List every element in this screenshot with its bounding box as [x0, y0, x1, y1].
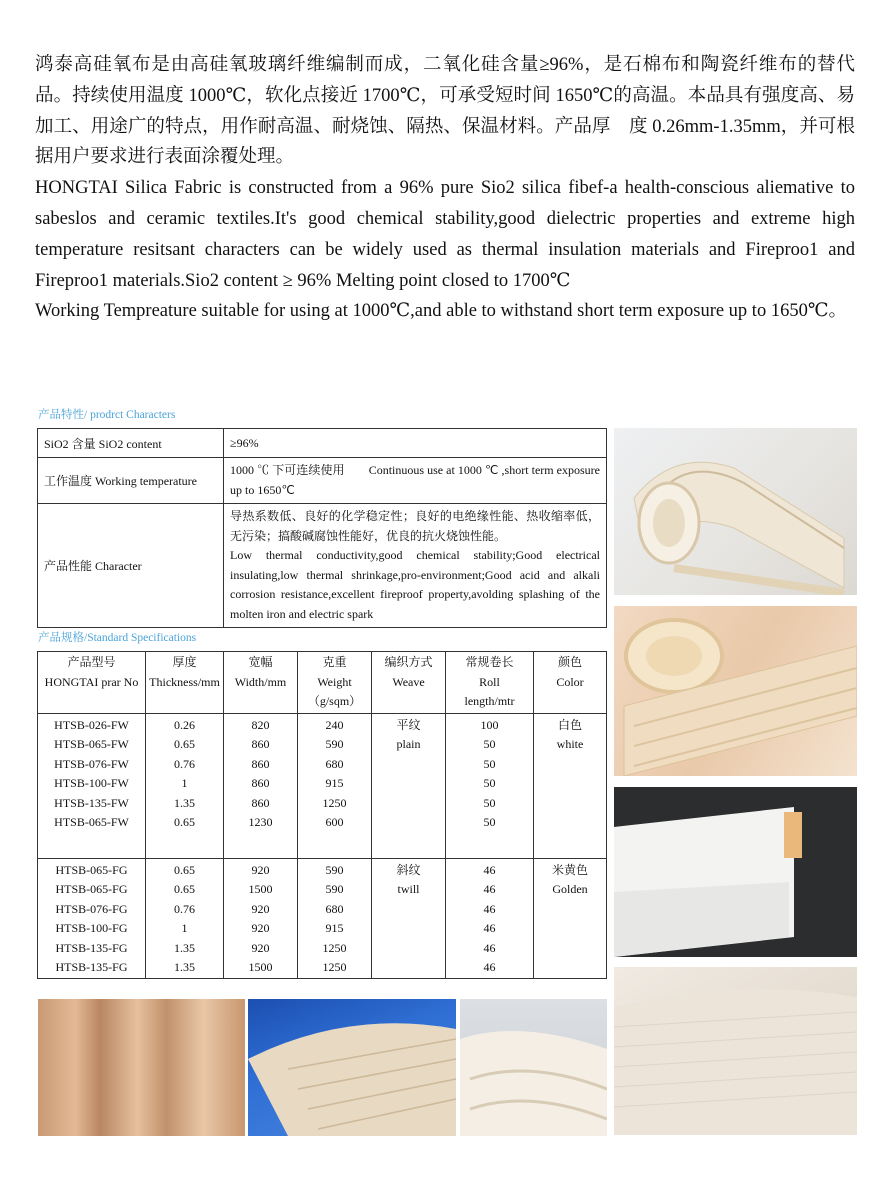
table-row	[38, 458, 607, 504]
photo-roll	[614, 787, 857, 957]
col-header: 常规卷长 Roll length/mtr	[446, 652, 534, 714]
characters-table	[37, 428, 607, 628]
col-header: 颜色 Color	[534, 652, 607, 714]
photo-golden-rolls	[38, 999, 245, 1136]
spec-group-fg	[38, 858, 607, 978]
char-value: ≥96%	[224, 429, 607, 458]
photo-tape	[614, 606, 857, 776]
col-weave: 斜纹 twill	[372, 858, 446, 978]
col-weight: 590 590 680 915 1250 1250	[298, 858, 372, 978]
col-color: 米黄色 Golden	[534, 858, 607, 978]
col-header: 编织方式 Weave	[372, 652, 446, 714]
char-key: SiO2 含量 SiO2 content	[38, 429, 224, 458]
col-weight: 240 590 680 915 1250 600	[298, 713, 372, 858]
char-key: 工作温度 Working temperature	[38, 458, 224, 504]
char-value: 1000 ℃ 下可连续使用 Continuous use at 1000 ℃ ,short term exposure up to 1650℃	[224, 458, 607, 504]
characters-title: 产品特性/ prodrct Characters	[38, 409, 176, 421]
intro-en-2: Working Tempreature suitable for using at 1000℃,and able to withstand short term exposure up to 1650℃。	[35, 301, 848, 322]
photo-sleeve	[614, 428, 857, 595]
char-value-en: Low thermal conductivity,good chemical stability;Good electrical insulating,low thermal shrinkage,pro-environment;Good acid and alkali corrosion resistance,excellent fireproof property,avolding splashing of the molten iron and electric spark	[230, 548, 600, 621]
col-thickness: 0.65 0.65 0.76 1 1.35 1.35	[146, 858, 224, 978]
col-thickness: 0.26 0.65 0.76 1 1.35 0.65	[146, 713, 224, 858]
spec-group-fw	[38, 713, 607, 858]
char-value-cn: 导热系数低、良好的化学稳定性；良好的电绝缘性能、热收缩率低，无污染；搞酸碱腐蚀性能好，优良的抗火烧蚀性能。	[230, 509, 600, 543]
col-weave: 平纹 plain	[372, 713, 446, 858]
col-header: 宽幅 Width/mm	[224, 652, 298, 714]
col-width: 920 1500 920 920 920 1500	[224, 858, 298, 978]
col-roll: 46 46 46 46 46 46	[446, 858, 534, 978]
char-value	[224, 504, 607, 628]
intro-text	[35, 50, 855, 327]
specs-table	[37, 651, 607, 979]
col-roll: 100 50 50 50 50 50	[446, 713, 534, 858]
table-row	[38, 429, 607, 458]
table-row	[38, 504, 607, 628]
col-header: 产品型号 HONGTAI prar No	[38, 652, 146, 714]
table-header-row	[38, 652, 607, 714]
col-color: 白色 white	[534, 713, 607, 858]
photo-fabric-sheet	[614, 967, 857, 1135]
specs-title: 产品规格/Standard Specifications	[38, 632, 197, 644]
intro-en-1: HONGTAI Silica Fabric is constructed from a 96% pure Sio2 silica fibef-a health-conscious aliemative to sabeslos and ceramic textiles.It's good chemical stability,good dielectric properties and extreme high temperature resitsant characters can be widely used as thermal insulation materials and Fireproo1 and Fireproo1 materials.Sio2 content ≥ 96% Melting point closed to 1700℃	[35, 178, 855, 291]
photo-folded-cloth	[460, 999, 607, 1136]
col-width: 820 860 860 860 860 1230	[224, 713, 298, 858]
photo-twill-blue	[248, 999, 456, 1136]
char-key: 产品性能 Character	[38, 504, 224, 628]
col-part: HTSB-026-FW HTSB-065-FW HTSB-076-FW HTSB-100-FW HTSB-135-FW HTSB-065-FW	[38, 713, 146, 858]
col-header: 厚度 Thickness/mm	[146, 652, 224, 714]
col-header: 克重 Weight （g/sqm）	[298, 652, 372, 714]
intro-cn: 鸿泰高硅氧布是由高硅氧玻璃纤维编制而成，二氧化硅含量≥96%，是石棉布和陶瓷纤维布的替代品。持续使用温度 1000℃，软化点接近 1700℃，可承受短时间 1650℃的高温。本品具有强度高、易加工、用途广的特点，用作耐高温、耐烧蚀、隔热、保温材料。产品厚 度 0.26mm-1.35mm，并可根据用户要求进行表面涂覆处理。	[35, 55, 855, 168]
col-part: HTSB-065-FG HTSB-065-FG HTSB-076-FG HTSB-100-FG HTSB-135-FG HTSB-135-FG	[38, 858, 146, 978]
